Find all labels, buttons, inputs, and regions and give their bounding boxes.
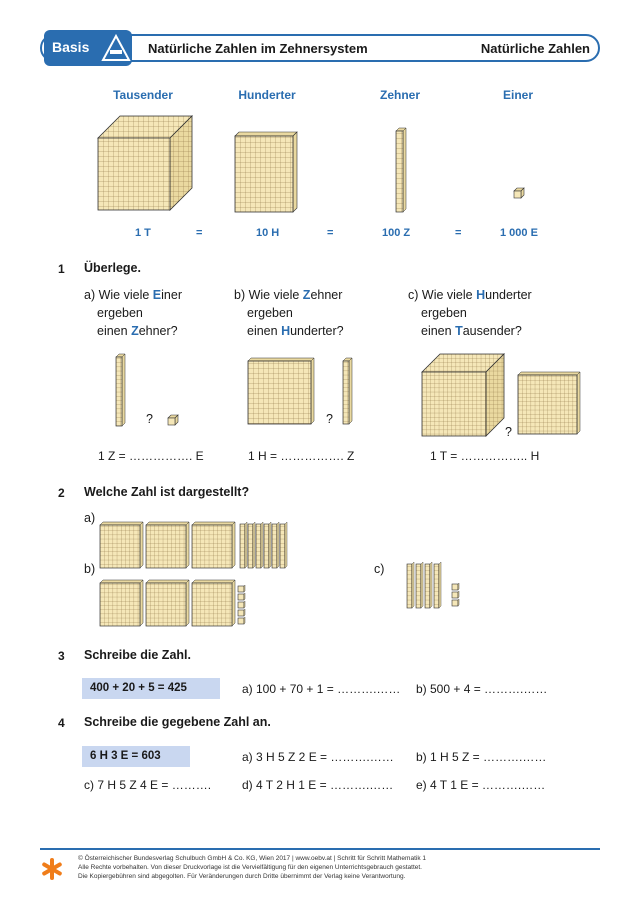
- question-text: Wie viele: [248, 288, 303, 302]
- hundred-flat: [146, 522, 189, 568]
- hundred-flat: [518, 372, 580, 434]
- equals-sign: =: [196, 227, 203, 239]
- unit-cube: [168, 415, 178, 425]
- question-label: a): [84, 511, 96, 525]
- exercise-c[interactable]: c) 7 H 5 Z 4 E = ……….: [84, 778, 212, 792]
- ten-rod: [416, 562, 423, 608]
- section-title: Natürliche Zahlen: [480, 41, 590, 56]
- question-text: ehner: [310, 288, 343, 302]
- question-text: ergeben: [97, 306, 143, 320]
- equals-sign: =: [327, 227, 334, 239]
- ten-rod: [425, 562, 432, 608]
- exercise-a[interactable]: a) 100 + 70 + 1 = ……….……: [242, 682, 401, 696]
- question-mark: ?: [326, 412, 333, 426]
- question-text: ehner?: [138, 324, 178, 338]
- footer-rule: [40, 848, 600, 850]
- unit-cube: [452, 583, 459, 590]
- question-text: underter?: [290, 324, 344, 338]
- question-label: a): [84, 288, 96, 302]
- equation-term: 10 H: [256, 227, 280, 239]
- task-number: 4: [58, 716, 65, 730]
- equation-term: 1 000 E: [500, 227, 538, 239]
- thousand-cube: [98, 116, 193, 211]
- question-mark: ?: [505, 425, 512, 439]
- task-title: Schreibe die gegebene Zahl an.: [84, 715, 271, 729]
- exercise-b[interactable]: b) 500 + 4 = ……….……: [416, 682, 548, 696]
- question-label: c): [374, 562, 385, 576]
- exercise-e[interactable]: e) 4 T 1 E = ……….……: [416, 778, 546, 792]
- copyright-footer: [78, 854, 426, 881]
- ten-rod: [248, 522, 255, 568]
- column-hunderter: Hunderter: [238, 88, 296, 102]
- example-box: 6 H 3 E = 603: [82, 746, 190, 767]
- ten-rod: [240, 522, 247, 568]
- answer-c[interactable]: 1 T = …………….. H: [430, 449, 540, 463]
- hundred-flat: [192, 522, 235, 568]
- blocks-2c: [407, 562, 463, 608]
- hundred-flat: [100, 580, 143, 626]
- answer-b[interactable]: 1 H = ……………. Z: [248, 449, 355, 463]
- column-tausender: Tausender: [113, 88, 173, 102]
- question-mark: ?: [146, 412, 153, 426]
- highlight-letter: E: [152, 288, 162, 302]
- example-box: 400 + 20 + 5 = 425: [82, 678, 220, 699]
- task-title: Überlege.: [84, 261, 141, 275]
- page-title: Natürliche Zahlen im Zehnersystem: [148, 41, 368, 56]
- equals-sign: =: [455, 227, 462, 239]
- unit-cube: [238, 601, 245, 608]
- level-badge-label: Basis: [52, 39, 90, 55]
- unit-cube: [452, 591, 459, 598]
- task-number: 1: [58, 262, 65, 276]
- thousand-cube: [422, 354, 504, 436]
- question-label: b): [84, 562, 96, 576]
- ten-rod: [264, 522, 271, 568]
- question-text: einen: [421, 324, 456, 338]
- question-label: b): [234, 288, 246, 302]
- ten-rod: [343, 358, 352, 424]
- question-c: [408, 286, 532, 340]
- ten-rod: [116, 354, 125, 426]
- question-text: iner: [161, 288, 182, 302]
- level-badge: [44, 30, 132, 66]
- ten-rod: [256, 522, 263, 568]
- exercise-b[interactable]: b) 1 H 5 Z = ……….……: [416, 750, 547, 764]
- column-zehner: Zehner: [379, 88, 420, 102]
- answer-a[interactable]: 1 Z = ……………. E: [98, 449, 204, 463]
- task-number: 2: [58, 486, 65, 500]
- column-einer: Einer: [502, 88, 533, 102]
- question-text: ergeben: [247, 306, 293, 320]
- ten-rod: [396, 128, 406, 212]
- question-label: c): [408, 288, 419, 302]
- unit-cube: [238, 585, 245, 592]
- exercise-d[interactable]: d) 4 T 2 H 1 E = ……….……: [242, 778, 394, 792]
- question-text: einen: [97, 324, 132, 338]
- question-a: [84, 286, 182, 340]
- question-b: [234, 286, 344, 340]
- highlight-letter: Z: [131, 324, 139, 338]
- task-title: Schreibe die Zahl.: [84, 648, 191, 662]
- unit-cube: [238, 593, 245, 600]
- exercise-a[interactable]: a) 3 H 5 Z 2 E = ……….……: [242, 750, 394, 764]
- question-text: ergeben: [421, 306, 467, 320]
- blocks-2b: [100, 580, 250, 626]
- hundred-flat: [146, 580, 189, 626]
- footer-line: Die Kopiergebühren sind abgegolten. Für Veränderungen durch Dritte übernimmt der Verlag keine Verantwortung.: [78, 873, 406, 880]
- unit-cube: [514, 188, 524, 198]
- unit-cube: [238, 609, 245, 616]
- unit-cube: [238, 617, 245, 624]
- task-title: Welche Zahl ist dargestellt?: [84, 485, 250, 499]
- highlight-letter: T: [455, 324, 463, 338]
- publisher-logo-icon: [40, 857, 64, 881]
- question-text: underter: [485, 288, 532, 302]
- equation-term: 100 Z: [382, 227, 411, 239]
- equation-term: 1 T: [135, 227, 151, 239]
- highlight-letter: H: [476, 288, 486, 302]
- triangle-icon: [102, 34, 130, 62]
- blocks-2a: [100, 522, 290, 568]
- hundred-flat: [235, 132, 297, 212]
- question-text: Wie viele: [98, 288, 153, 302]
- ten-rod: [434, 562, 441, 608]
- hundred-flat: [248, 358, 314, 424]
- highlight-letter: H: [281, 324, 291, 338]
- ten-rod: [280, 522, 287, 568]
- unit-cube: [452, 599, 459, 606]
- question-text: Wie viele: [421, 288, 477, 302]
- question-text: einen: [247, 324, 282, 338]
- footer-line: Alle Rechte vorbehalten. Von dieser Druckvorlage ist die Vervielfältigung für den eigenen Unterrichtsgebrauch gestattet.: [78, 864, 422, 871]
- ten-rod: [407, 562, 414, 608]
- footer-line: © Österreichischer Bundesverlag Schulbuch GmbH & Co. KG, Wien 2017 | www.oebv.at | Schritt für Schritt Mathematik 1: [78, 855, 426, 862]
- ten-rod: [272, 522, 279, 568]
- highlight-letter: Z: [302, 288, 311, 302]
- question-text: ausender?: [462, 324, 522, 338]
- hundred-flat: [192, 580, 235, 626]
- hundred-flat: [100, 522, 143, 568]
- task-number: 3: [58, 649, 65, 663]
